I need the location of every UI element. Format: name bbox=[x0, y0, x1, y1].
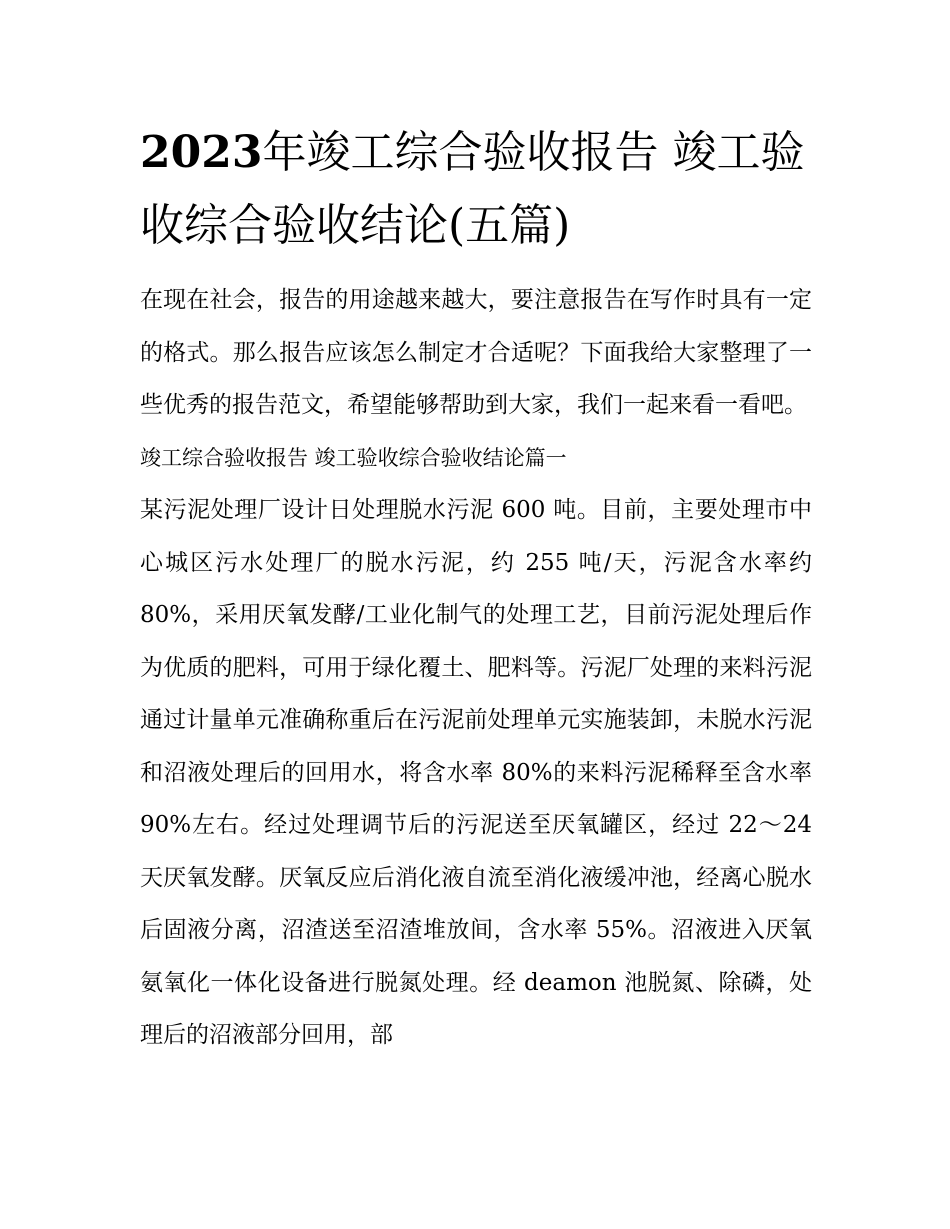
intro-paragraph: 在现在社会，报告的用途越来越大，要注意报告在写作时具有一定的格式。那么报告应该怎么制定才合适呢？下面我给大家整理了一些优秀的报告范文，希望能够帮助到大家，我们一起来看一看吧。 bbox=[140, 287, 812, 418]
section-heading: 竣工综合验收报告 竣工验收综合验收结论篇一 bbox=[140, 445, 567, 470]
title-year: 2023 bbox=[140, 127, 263, 178]
document-title bbox=[140, 116, 812, 262]
body-paragraph: 某污泥处理厂设计日处理脱水污泥 600 吨。目前，主要处理市中心城区污水处理厂的脱水污泥，约 255 吨/天，污泥含水率约 80%，采用厌氧发酵/工业化制气的处理工艺，目前污泥处理后作为优质的肥料，可用于绿化覆土、肥料等。污泥厂处理的来料污泥通过计量单元准确称重后在污泥前处理单元实施装卸，未脱水污泥和沼液处理后的回用水，将含水率 80%的来料污泥稀释至含水率 90%左右。经过处理调节后的污泥送至厌氧罐区，经过 22～24 天厌氧发酵。厌氧反应后消化液自流至消化液缓冲池，经离心脱水后固液分离，沼渣送至沼渣堆放间，含水率 55%。沼液进入厌氧氨氧化一体化设备进行脱氮处理。经 deamon 池脱氮、除磷，处理后的沼液部分回用，部 bbox=[140, 497, 812, 1048]
title-text: 年竣工综合验收报告 竣工验收综合验收结论(五篇) bbox=[140, 127, 805, 251]
document-content bbox=[140, 116, 812, 1062]
